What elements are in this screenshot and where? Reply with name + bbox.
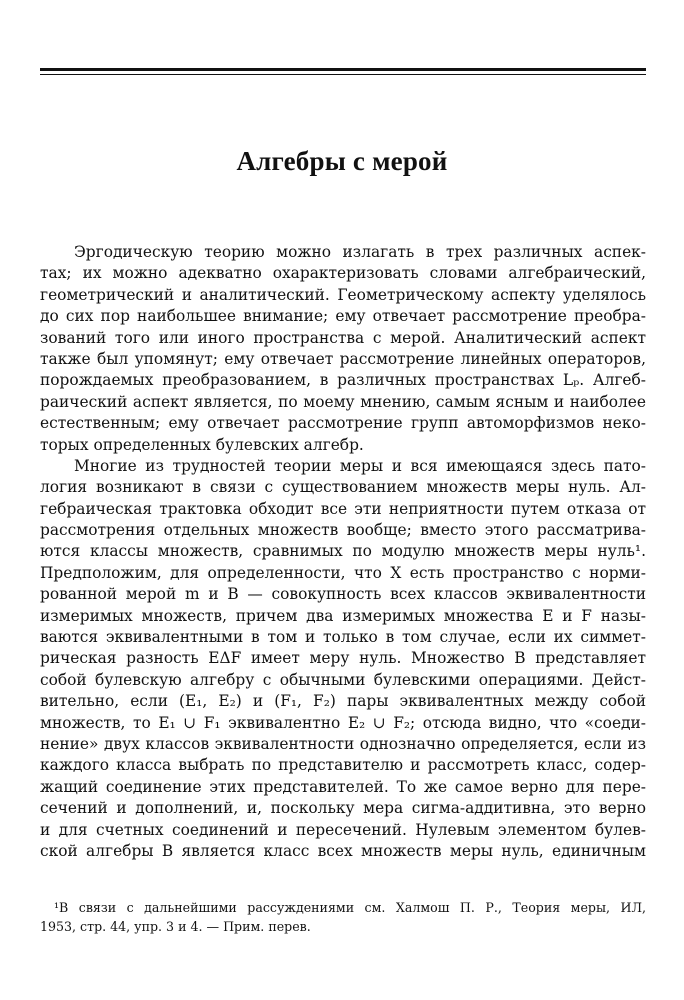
text-line: вительно, если (E₁, E₂) и (F₁, F₂) пары эквивалентных между собой bbox=[40, 692, 646, 711]
text-line: порождаемых преобразованием, в различных пространствах Lₚ. Алгеб- bbox=[40, 371, 646, 390]
text-line: Предположим, для определенности, что X есть пространство с норми- bbox=[40, 563, 646, 582]
text-line: нение» двух классов эквивалентности однозначно определяется, если из bbox=[40, 734, 646, 753]
text-line: ской алгебры B является класс всех множеств меры нуль, единичным bbox=[40, 841, 646, 860]
text-line: геометрический и аналитический. Геометрическому аспекту уделялось bbox=[40, 285, 646, 304]
text-line: до сих пор наибольшее внимание; ему отвечает рассмотрение преобра- bbox=[40, 307, 646, 326]
text-line: естественным; ему отвечает рассмотрение групп автоморфизмов неко- bbox=[40, 414, 646, 433]
text-line: также был упомянут; ему отвечает рассмотрение линейных операторов, bbox=[40, 349, 646, 368]
text-line: Эргодическую теорию можно излагать в трех различных аспек- bbox=[74, 243, 646, 261]
text-line: измеримых множеств, причем два измеримых множества E и F назы- bbox=[40, 606, 646, 625]
text-line: гебраическая трактовка обходит все эти неприятности путем отказа от bbox=[40, 499, 646, 518]
footnote bbox=[40, 898, 646, 936]
body-text bbox=[40, 242, 646, 862]
chapter-title: Алгебры с мерой bbox=[236, 146, 448, 176]
top-rule-thick bbox=[40, 68, 646, 71]
text-line: Многие из трудностей теории меры и вся имеющаяся здесь пато- bbox=[74, 456, 646, 475]
text-line: жащий соединение этих представителей. То же самое верно для пере- bbox=[40, 777, 646, 796]
text-line: и для счетных соединений и пересечений. Нулевым элементом булев- bbox=[40, 820, 646, 839]
text-line: собой булевскую алгебру с обычными булевскими операциями. Дейст- bbox=[40, 670, 646, 689]
text-line: раический аспект является, по моему мнению, самым ясным и наиболее bbox=[40, 392, 646, 411]
footnote-line: 1953, стр. 44, упр. 3 и 4. — Прим. перев. bbox=[40, 919, 311, 934]
text-line: тах; их можно адекватно охарактеризовать словами алгебраический, bbox=[40, 264, 646, 283]
text-line: зований того или иного пространства с мерой. Аналитический аспект bbox=[40, 328, 646, 347]
text-line: рованной мерой m и B — совокупность всех классов эквивалентности bbox=[40, 585, 646, 604]
text-line: ваются эквивалентными в том и только в том случае, если их симмет- bbox=[40, 628, 646, 647]
text-line: рическая разность EΔF имеет меру нуль. Множество B представляет bbox=[40, 649, 646, 668]
text-line: торых определенных булевских алгебр. bbox=[40, 435, 364, 454]
text-line: каждого класса выбрать по представителю и рассмотреть класс, содер- bbox=[40, 756, 646, 775]
top-rule-thin bbox=[40, 74, 646, 75]
text-line: множеств, то E₁ ∪ F₁ эквивалентно E₂ ∪ F₂; отсюда видно, что «соеди- bbox=[40, 713, 646, 732]
footnote-line: ¹В связи с дальнейшими рассуждениями см. Халмош П. Р., Теория меры, ИЛ, bbox=[54, 900, 646, 915]
text-line: сечений и дополнений, и, поскольку мера сигма-аддитивна, это верно bbox=[40, 799, 646, 818]
text-line: логия возникают в связи с существованием множеств меры нуль. Ал- bbox=[40, 478, 646, 497]
text-line: ются классы множеств, сравнимых по модулю множеств меры нуль¹. bbox=[40, 542, 646, 561]
text-line: рассмотрения отдельных множеств вообще; вместо этого рассматрива- bbox=[40, 521, 646, 540]
